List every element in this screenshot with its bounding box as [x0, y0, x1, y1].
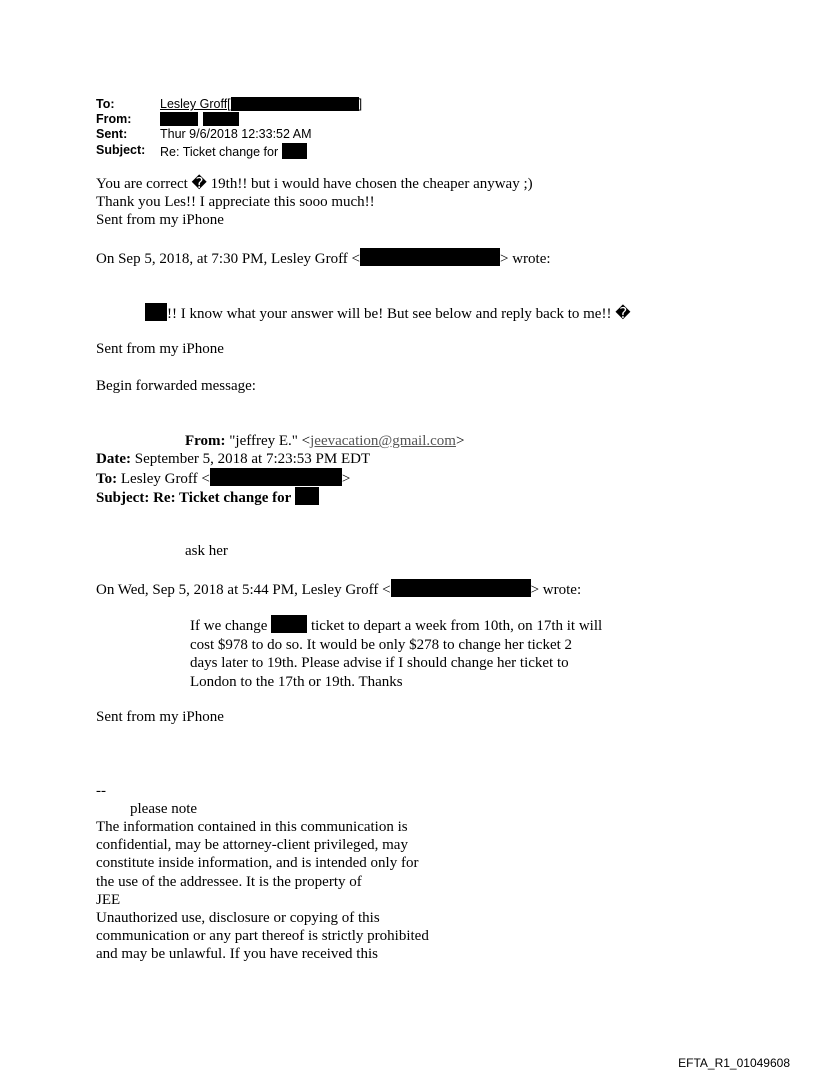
reply2-prefix: On Wed, Sep 5, 2018 at 5:44 PM, Lesley Groff <: [96, 582, 391, 598]
redaction: [145, 303, 167, 321]
document-id: EFTA_R1_01049608: [678, 1056, 790, 1070]
quote-text: !! I know what your answer will be! But see below and reply back to me!! �: [167, 306, 631, 322]
quoted-line-2: cost $978 to do so. It would be only $278 to change her ticket 2: [190, 636, 573, 653]
quoted-message: [190, 615, 602, 691]
disclaimer-line: the use of the addressee. It is the property of: [96, 873, 362, 890]
body-line-1: You are correct � 19th!! but i would have chosen the cheaper anyway ;): [96, 176, 533, 192]
fwd-from-email-link[interactable]: jeevacation@gmail.com: [310, 433, 456, 449]
disclaimer: [96, 818, 429, 964]
sent-from-iphone-2: Sent from my iPhone: [96, 709, 224, 725]
sent-from-iphone: Sent from my iPhone: [96, 341, 224, 357]
fwd-from-line: [185, 432, 464, 450]
redaction: [210, 468, 342, 486]
disclaimer-line: constitute inside information, and is intended only for: [96, 855, 419, 872]
disclaimer-line: The information contained in this communication is: [96, 819, 408, 835]
quoted-text: ticket to depart a week from 10th, on 17th it will: [310, 618, 603, 634]
redaction: [271, 615, 307, 633]
fwd-date-line: [96, 450, 370, 468]
fwd-subject-label: Subject: Re: Ticket change for: [96, 490, 292, 506]
quoted-line-1: [190, 615, 602, 636]
body-line-2: Thank you Les!! I appreciate this sooo much!!: [96, 194, 375, 210]
begin-forwarded: Begin forwarded message:: [96, 378, 256, 394]
subject-value: [160, 143, 307, 159]
fwd-from-close: >: [455, 433, 465, 449]
to-suffix: ]: [358, 97, 363, 111]
to-value: [160, 97, 362, 111]
fwd-from-name: "jeffrey E." <: [229, 433, 311, 449]
redaction: [203, 112, 239, 126]
from-label: From:: [96, 112, 132, 126]
redaction: [360, 248, 500, 266]
redaction: [160, 112, 198, 126]
from-value: [160, 112, 239, 126]
disclaimer-line: Unauthorized use, disclosure or copying of this: [96, 910, 380, 927]
quoted-text: If we change: [190, 618, 268, 634]
ask-her: ask her: [185, 543, 228, 559]
redaction: [282, 143, 307, 159]
quoted-line: [145, 303, 631, 323]
subject-text: Re: Ticket change for: [160, 145, 279, 159]
please-note: please note: [130, 801, 198, 817]
redaction: [295, 487, 319, 505]
sent-label: Sent:: [96, 127, 128, 141]
fwd-date-value: September 5, 2018 at 7:23:53 PM EDT: [134, 451, 371, 467]
subject-label: Subject:: [96, 143, 146, 157]
redaction: [231, 97, 359, 111]
fwd-date-label: Date:: [96, 451, 131, 467]
disclaimer-line: and may be unlawful. If you have received this: [96, 946, 378, 963]
disclaimer-line: JEE: [96, 891, 121, 908]
redaction: [391, 579, 531, 597]
disclaimer-line: communication or any part thereof is strictly prohibited: [96, 928, 429, 945]
fwd-from-label: From:: [185, 433, 226, 449]
reply-prefix: On Sep 5, 2018, at 7:30 PM, Lesley Groff <: [96, 251, 360, 267]
reply2-suffix: > wrote:: [530, 582, 582, 598]
fwd-to-line: [96, 468, 350, 488]
fwd-subject-line: [96, 487, 319, 507]
reply-suffix: > wrote:: [500, 251, 551, 267]
sent-value: Thur 9/6/2018 12:33:52 AM: [160, 127, 312, 141]
disclaimer-line: confidential, may be attorney-client privileged, may: [96, 837, 408, 854]
signature-dashes: --: [96, 783, 106, 799]
reply-header-1: [96, 248, 551, 268]
to-label: To:: [96, 97, 115, 111]
to-name: Lesley Groff[: [160, 97, 231, 111]
body-line-3: Sent from my iPhone: [96, 212, 224, 228]
fwd-to-label: To:: [96, 471, 118, 487]
fwd-to-close: >: [341, 471, 351, 487]
quoted-line-3: days later to 19th. Please advise if I should change her ticket to: [190, 655, 569, 671]
fwd-to-value: Lesley Groff <: [120, 471, 210, 487]
reply-header-2: [96, 579, 581, 599]
quoted-line-4: London to the 17th or 19th. Thanks: [190, 673, 403, 690]
